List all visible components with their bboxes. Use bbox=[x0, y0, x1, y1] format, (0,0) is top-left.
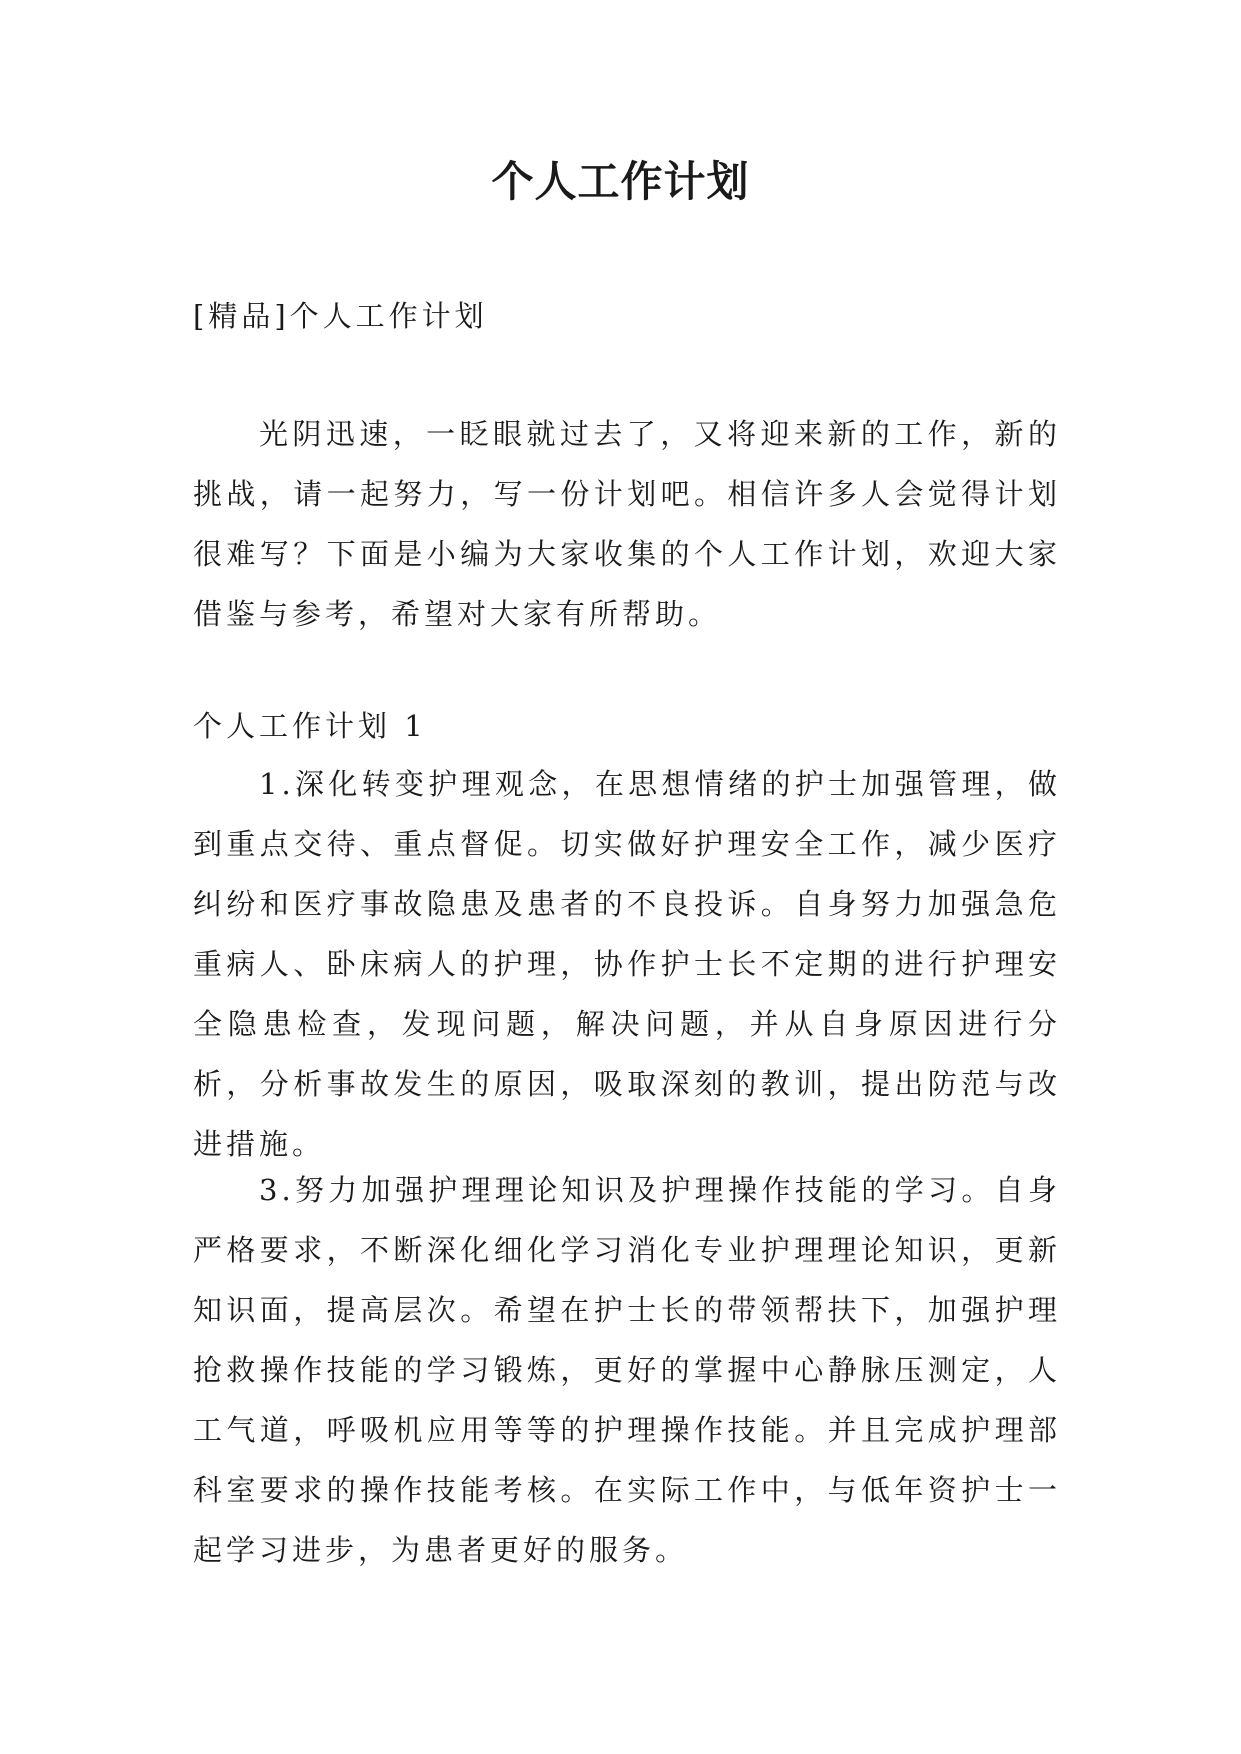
section-heading: 个人工作计划 1 bbox=[193, 709, 427, 743]
document-subtitle: [精品]个人工作计划 bbox=[193, 299, 488, 333]
plan-item-paragraph: 1.深化转变护理观念，在思想情绪的护士加强管理，做到重点交待、重点督促。切实做好护理安全工作，减少医疗纠纷和医疗事故隐患及患者的不良投诉。自身努力加强急危重病人、卧床病人的护理，协作护士长不定期的进行护理安全隐患检查，发现问题，解决问题，并从自身原因进行分析，分析事故发生的原因，吸取深刻的教训，提出防范与改进措施。 bbox=[193, 767, 1061, 1161]
plan-item-paragraph: 3.努力加强护理理论知识及护理操作技能的学习。自身严格要求，不断深化细化学习消化专业护理理论知识，更新知识面，提高层次。希望在护士长的带领帮扶下，加强护理抢救操作技能的学习锻炼，更好的掌握中心静脉压测定，人工气道，呼吸机应用等等的护理操作技能。并且完成护理部科室要求的操作技能考核。在实际工作中，与低年资护士一起学习进步，为患者更好的服务。 bbox=[193, 1173, 1061, 1567]
document-title: 个人工作计划 bbox=[491, 157, 750, 206]
intro-paragraph: 光阴迅速，一眨眼就过去了，又将迎来新的工作，新的挑战，请一起努力，写一份计划吧。相信许多人会觉得计划很难写？下面是小编为大家收集的个人工作计划，欢迎大家借鉴与参考，希望对大家有所帮助。 bbox=[193, 417, 1061, 631]
